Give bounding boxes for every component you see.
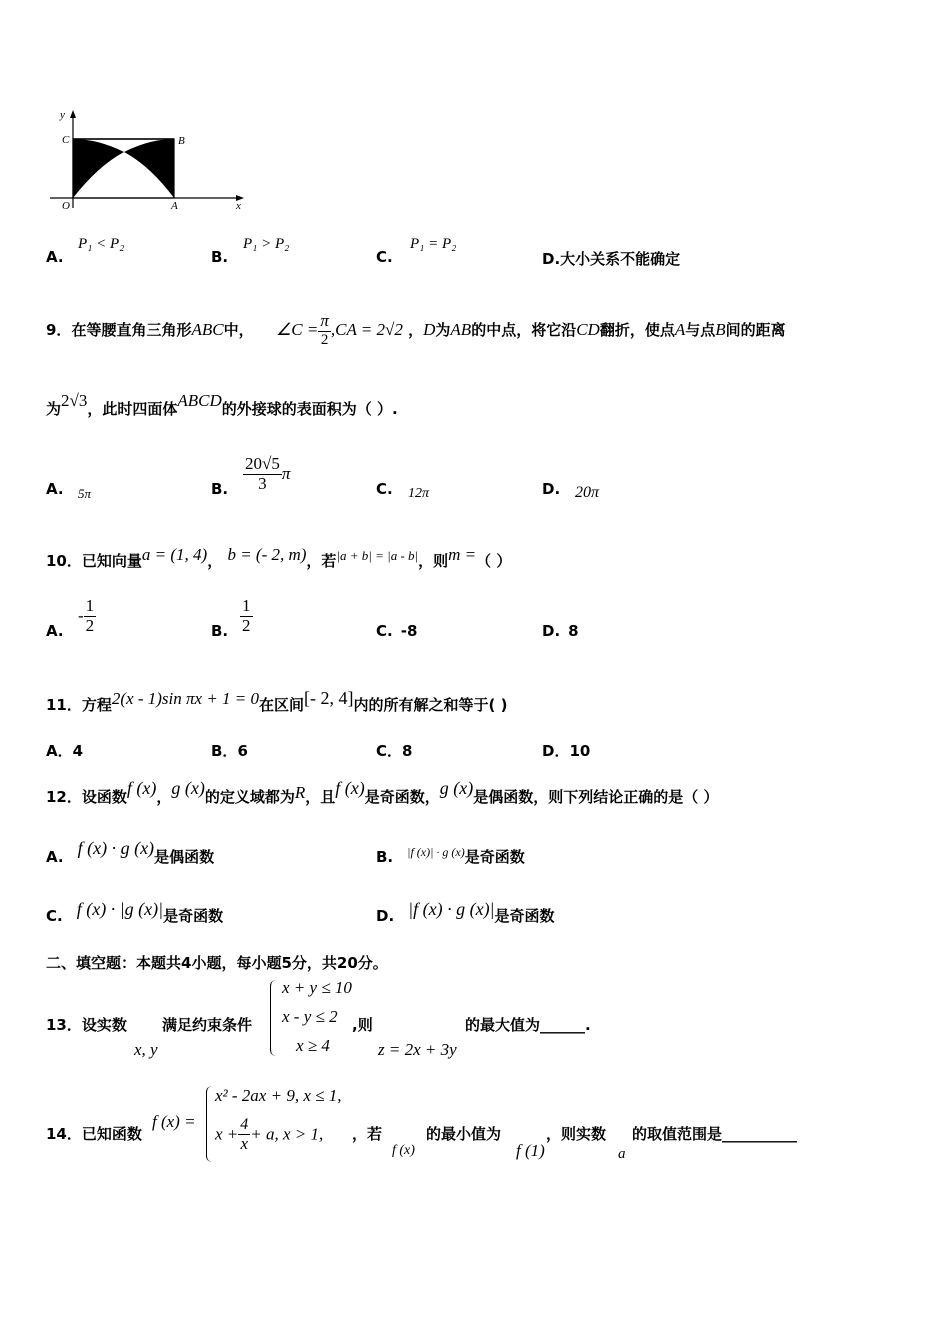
q14-if: ，若 [352, 1125, 383, 1143]
q10-option-d[interactable]: D. 8 [542, 622, 579, 640]
q9-option-a[interactable]: A. [46, 480, 64, 498]
q10-option-a[interactable]: A. [46, 622, 64, 640]
q10-option-b-expr: $\frac{1}{2}$ [242, 596, 251, 635]
section2-title: 二、填空题：本题共4小题，每小题5分，共20分。 [46, 954, 388, 972]
q10-option-a-expr: - $\frac{1}{2}$ [78, 596, 95, 635]
q14-fx: f (x) = [152, 1112, 196, 1131]
q12-option-b[interactable]: B. $^{|f (x)| \cdot g (x)}$是奇函数 [376, 845, 525, 866]
q9-option-a-expr: 5π [78, 486, 92, 501]
q9-option-c[interactable]: C. [376, 480, 393, 498]
q9-line1: 9．在等腰直角三角形ABC中， ∠C = $\frac{\pi}{2}$ ,CA = 2√2 ，D为AB的中点，将它沿CD翻折，使点A与点B间的距离 [46, 311, 786, 349]
q9-line2: 为2√3，此时四面体ABCD的外接球的表面积为（ ）. [46, 391, 398, 418]
q13-constraint-3: x ≥ 4 [296, 1036, 330, 1055]
label-b: B [178, 135, 185, 147]
q11-option-b[interactable]: B．6 [211, 742, 248, 760]
label-c: C [62, 134, 70, 146]
q8-option-c-expr: P₁ = P₂ [410, 236, 457, 252]
q11-option-c[interactable]: C．8 [376, 742, 413, 760]
q13-constraint-1: x + y ≤ 10 [282, 978, 352, 997]
q9-option-d-expr: 20π [575, 484, 600, 501]
q9-option-d[interactable]: D. [542, 480, 561, 498]
geometry-figure [40, 100, 255, 215]
q11-option-a[interactable]: A．4 [46, 742, 84, 760]
shaded-left [73, 139, 124, 198]
label-x: x [236, 200, 241, 212]
q14-then: ，则实数 [546, 1125, 607, 1143]
q14-case-2: x + $\frac{4}{x}$ + a, x > 1, [215, 1116, 324, 1153]
q8-option-b[interactable]: B. [211, 248, 229, 266]
q13-stem-b: 满足约束条件 [162, 1016, 253, 1034]
q9-option-b-expr: $\frac{20√5}{3}$ π [245, 454, 291, 493]
q9-option-c-expr: 12π [408, 486, 430, 501]
q12-option-d[interactable]: D. |f (x) · g (x)|是奇函数 [376, 899, 555, 925]
q11-option-d[interactable]: D．10 [542, 742, 591, 760]
q11-stem: 11．方程2(x - 1)sin πx + 1 = 0在区间[- 2, 4]内的所有解之和等于( ) [46, 688, 508, 714]
q10-option-b[interactable]: B. [211, 622, 229, 640]
q14-a: a [618, 1146, 626, 1162]
q12-option-c[interactable]: C. f (x) · |g (x)|是奇函数 [46, 899, 224, 925]
q8-option-c[interactable]: C. [376, 248, 393, 266]
q8-option-d[interactable]: D.大小关系不能确定 [542, 250, 681, 268]
q13-objective: z = 2x + 3y [378, 1040, 457, 1059]
q14-f-label: f (x) [392, 1143, 415, 1158]
q8-option-a[interactable]: A. [46, 248, 64, 266]
q13-constraint-2: x - y ≤ 2 [282, 1007, 338, 1026]
q12-stem: 12．设函数f (x)，g (x)的定义域都为R，且f (x)是奇函数，g (x)是偶函数，则下列结论正确的是（ ） [46, 778, 719, 806]
q13-brace [270, 980, 279, 1056]
q10-option-c[interactable]: C. -8 [376, 622, 418, 640]
q14-range: 的取值范围是__________ [632, 1125, 798, 1143]
q14-case-1: x² - 2ax + 9, x ≤ 1, [215, 1086, 342, 1105]
q13-then: ,则 [352, 1016, 373, 1034]
q14-brace [206, 1086, 215, 1162]
q8-option-a-expr: P₁ < P₂ [78, 236, 125, 252]
q12-option-a[interactable]: A. f (x) · g (x)是偶函数 [46, 838, 215, 866]
q13-stem-a: 13．设实数 [46, 1016, 127, 1034]
q9-option-b[interactable]: B. [211, 480, 229, 498]
q10-stem: 10．已知向量a = (1, 4)， b = (- 2, m)，若|a + b| = |a - b|，则m =（ ） [46, 545, 512, 570]
q13-answer: 的最大值为______. [465, 1016, 591, 1034]
label-o: O [62, 200, 70, 212]
q13-vars: x, y [134, 1040, 158, 1059]
q14-min: 的最小值为 [426, 1125, 502, 1143]
y-arrow [70, 110, 76, 118]
label-y: y [60, 109, 65, 121]
q14-f1: f (1) [516, 1141, 545, 1160]
q14-stem-a: 14．已知函数 [46, 1125, 142, 1143]
shaded-right [124, 139, 174, 198]
label-a: A [171, 200, 178, 212]
q8-option-b-expr: P₁ > P₂ [243, 236, 290, 252]
